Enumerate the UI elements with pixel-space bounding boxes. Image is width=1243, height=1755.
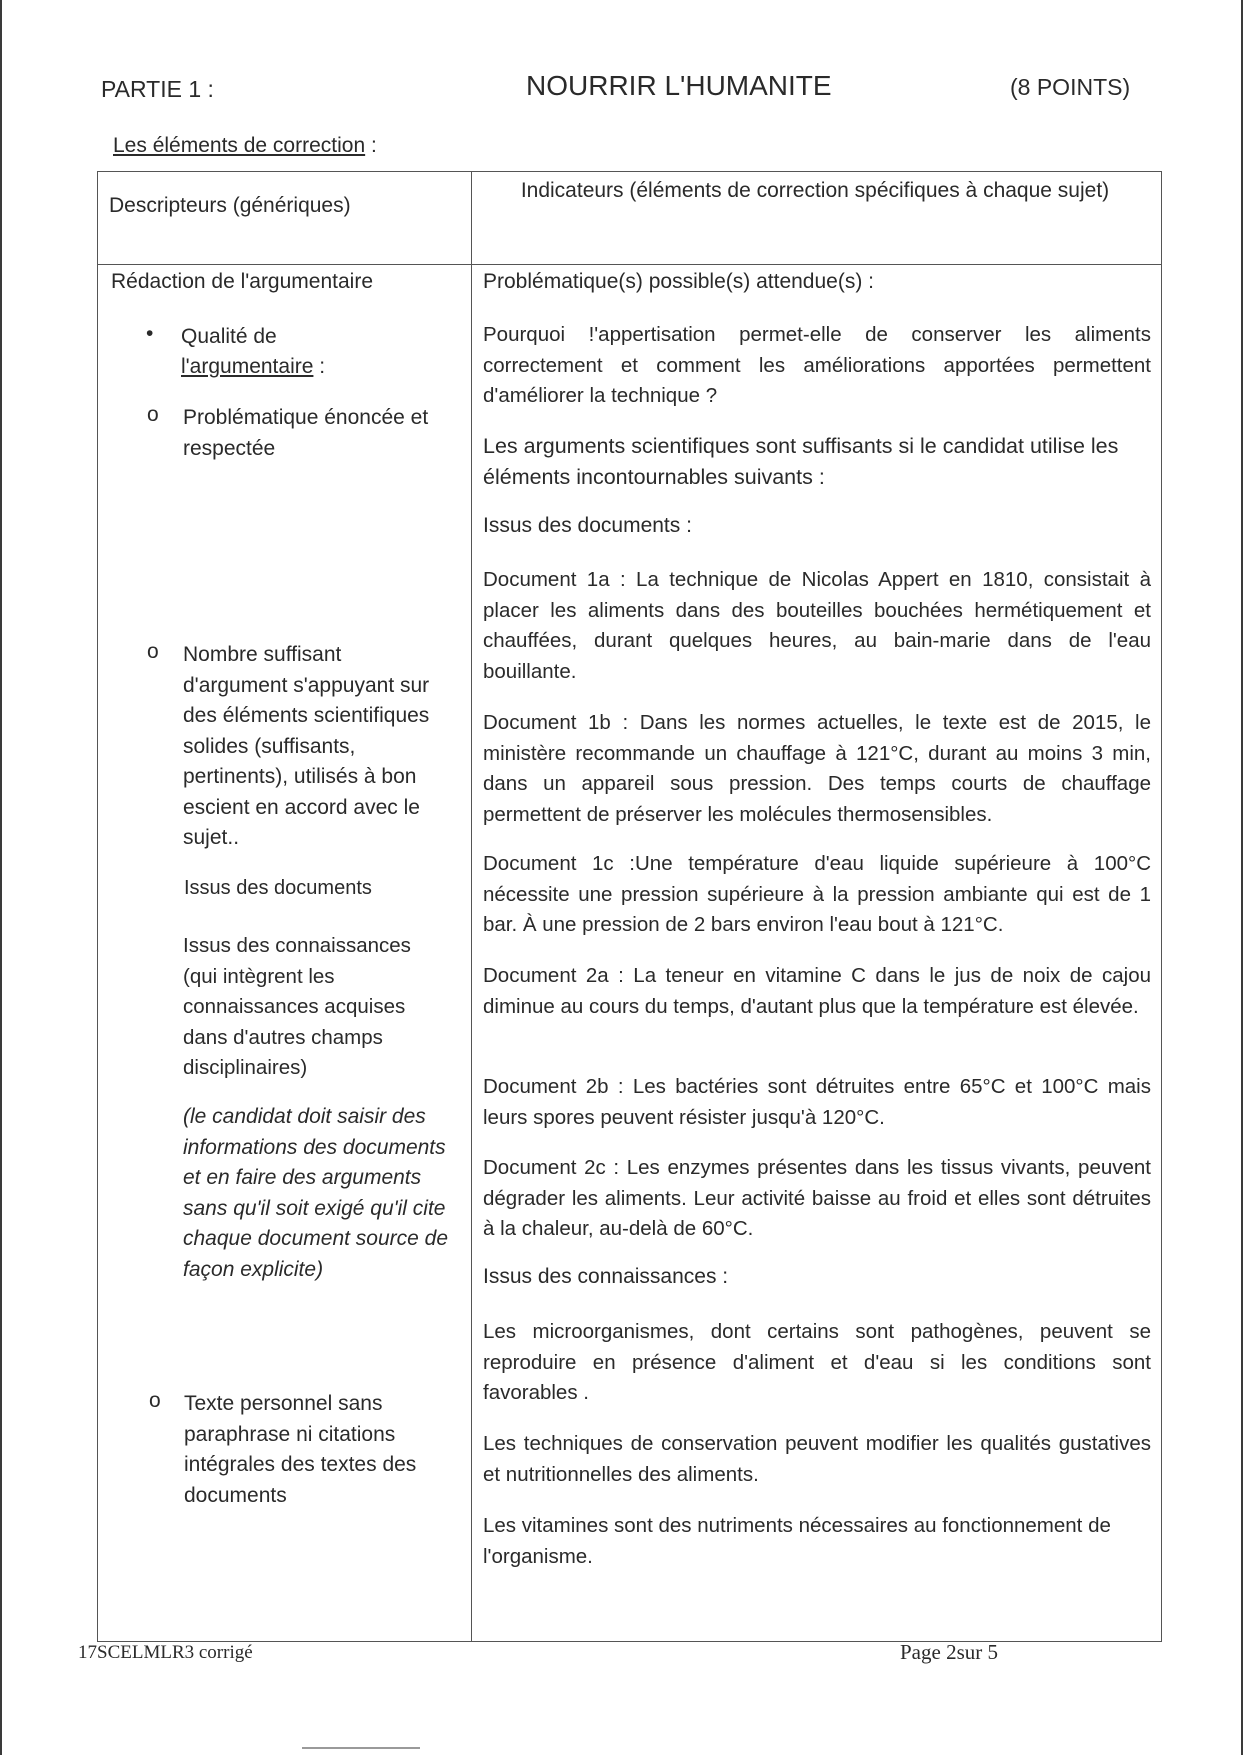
candidate-note: (le candidat doit saisir des informations des documents et en faire des arguments sans qu'il soit exigé qu'il cite chaque document source de façon explicite) [183,1105,449,1281]
criterion-problematique: Problématique énoncée et respectée [183,406,429,460]
quality-label-colon: : [313,355,326,378]
subheading [113,134,377,158]
table-header-divider [97,264,1162,265]
subheading-text: Les éléments de correction [113,134,366,157]
document-1c: Document 1c :Une température d'eau liquide supérieure à 100°C nécessite une pression supérieure à la pression ambiante qui est de 1 bar. À une pression de 2 bars environ l'eau bout à 121°C. [483,852,1151,936]
bullet-o-icon: o [147,403,159,426]
bottom-mark [302,1747,420,1749]
arguments-intro: Les arguments scientifiques sont suffisants si le candidat utilise les éléments incontournables suivants : [483,434,1119,489]
document-code: 17SCELMLR3 corrigé [78,1642,253,1663]
problem-text: Pourquoi !'appertisation permet-elle de conserver les aliments correctement et comment les améliorations apportées permettent d'améliorer la technique ? [483,323,1151,407]
page-title: NOURRIR L'HUMANITE [526,70,832,101]
document-1b: Document 1b : Dans les normes actuelles, le texte est de 2015, le ministère recommande un chauffage à 121°C, durant au moins 3 min, dans un appareil sous pression. Des temps courts de chauffage permettent de préserver les molécules thermosensibles. [483,711,1151,826]
bullet-o-icon: o [147,640,159,663]
quality-label-line1: Qualité de [181,325,277,348]
part-label: PARTIE 1 : [101,76,214,102]
quality-label [181,322,325,382]
knowledge-1: Les microorganismes, dont certains sont pathogènes, peuvent se reproduire en présence d'aliment et d'eau si les conditions sont favorables . [483,1320,1151,1404]
bullet-dot-icon: • [146,322,154,345]
subheading-colon: : [365,134,377,157]
page-number: Page 2sur 5 [900,1640,998,1664]
quality-label-line2 [181,352,325,382]
document-1a: Document 1a : La technique de Nicolas Appert en 1810, consistait à placer les aliments dans des bouteilles bouchées hermétiquement et chauffées, durant quelques heures, au bain-marie dans de l'eau bouillante. [483,568,1151,683]
page-edge-left [0,0,2,1755]
from-documents-label: Issus des documents [184,877,372,899]
documents-title: Issus des documents : [483,514,692,537]
criterion-texte-personnel: Texte personnel sans paraphrase ni citations intégrales des textes des documents [184,1392,417,1507]
knowledge-2: Les techniques de conservation peuvent modifier les qualités gustatives et nutritionnelles des aliments. [483,1432,1151,1486]
from-knowledge-label: Issus des connaissances (qui intègrent les connaissances acquises dans d'autres champs disciplinaires) [183,934,411,1079]
bullet-o-icon: o [149,1389,161,1412]
criterion-nombre-arguments: Nombre suffisant d'argument s'appuyant sur des éléments scientifiques solides (suffisants, pertinents), utilisés à bon escient en accord avec le sujet.. [183,643,430,849]
document-2c: Document 2c : Les enzymes présentes dans les tissus vivants, peuvent dégrader les aliments. Leur activité baisse au froid et elles sont détruites à la chaleur, au-delà de 60°C. [483,1156,1151,1240]
table-column-divider [471,171,472,1642]
header-indicateurs: Indicateurs (éléments de correction spécifiques à chaque sujet) [520,179,1110,202]
problem-title: Problématique(s) possible(s) attendue(s) : [483,270,875,293]
points-label: (8 POINTS) [1010,74,1131,100]
quality-label-underlined: l'argumentaire [181,355,314,378]
knowledge-title: Issus des connaissances : [483,1265,729,1288]
knowledge-3: Les vitamines sont des nutriments nécessaires au fonctionnement de l'organisme. [483,1514,1111,1568]
document-2b: Document 2b : Les bactéries sont détruites entre 65°C et 100°C mais leurs spores peuvent résister jusqu'à 120°C. [483,1075,1151,1129]
left-title: Rédaction de l'argumentaire [111,270,373,293]
document-2a: Document 2a : La teneur en vitamine C dans le jus de noix de cajou diminue au cours du temps, d'autant plus que la température est élevée. [483,964,1151,1018]
header-descripteurs: Descripteurs (génériques) [109,194,351,217]
